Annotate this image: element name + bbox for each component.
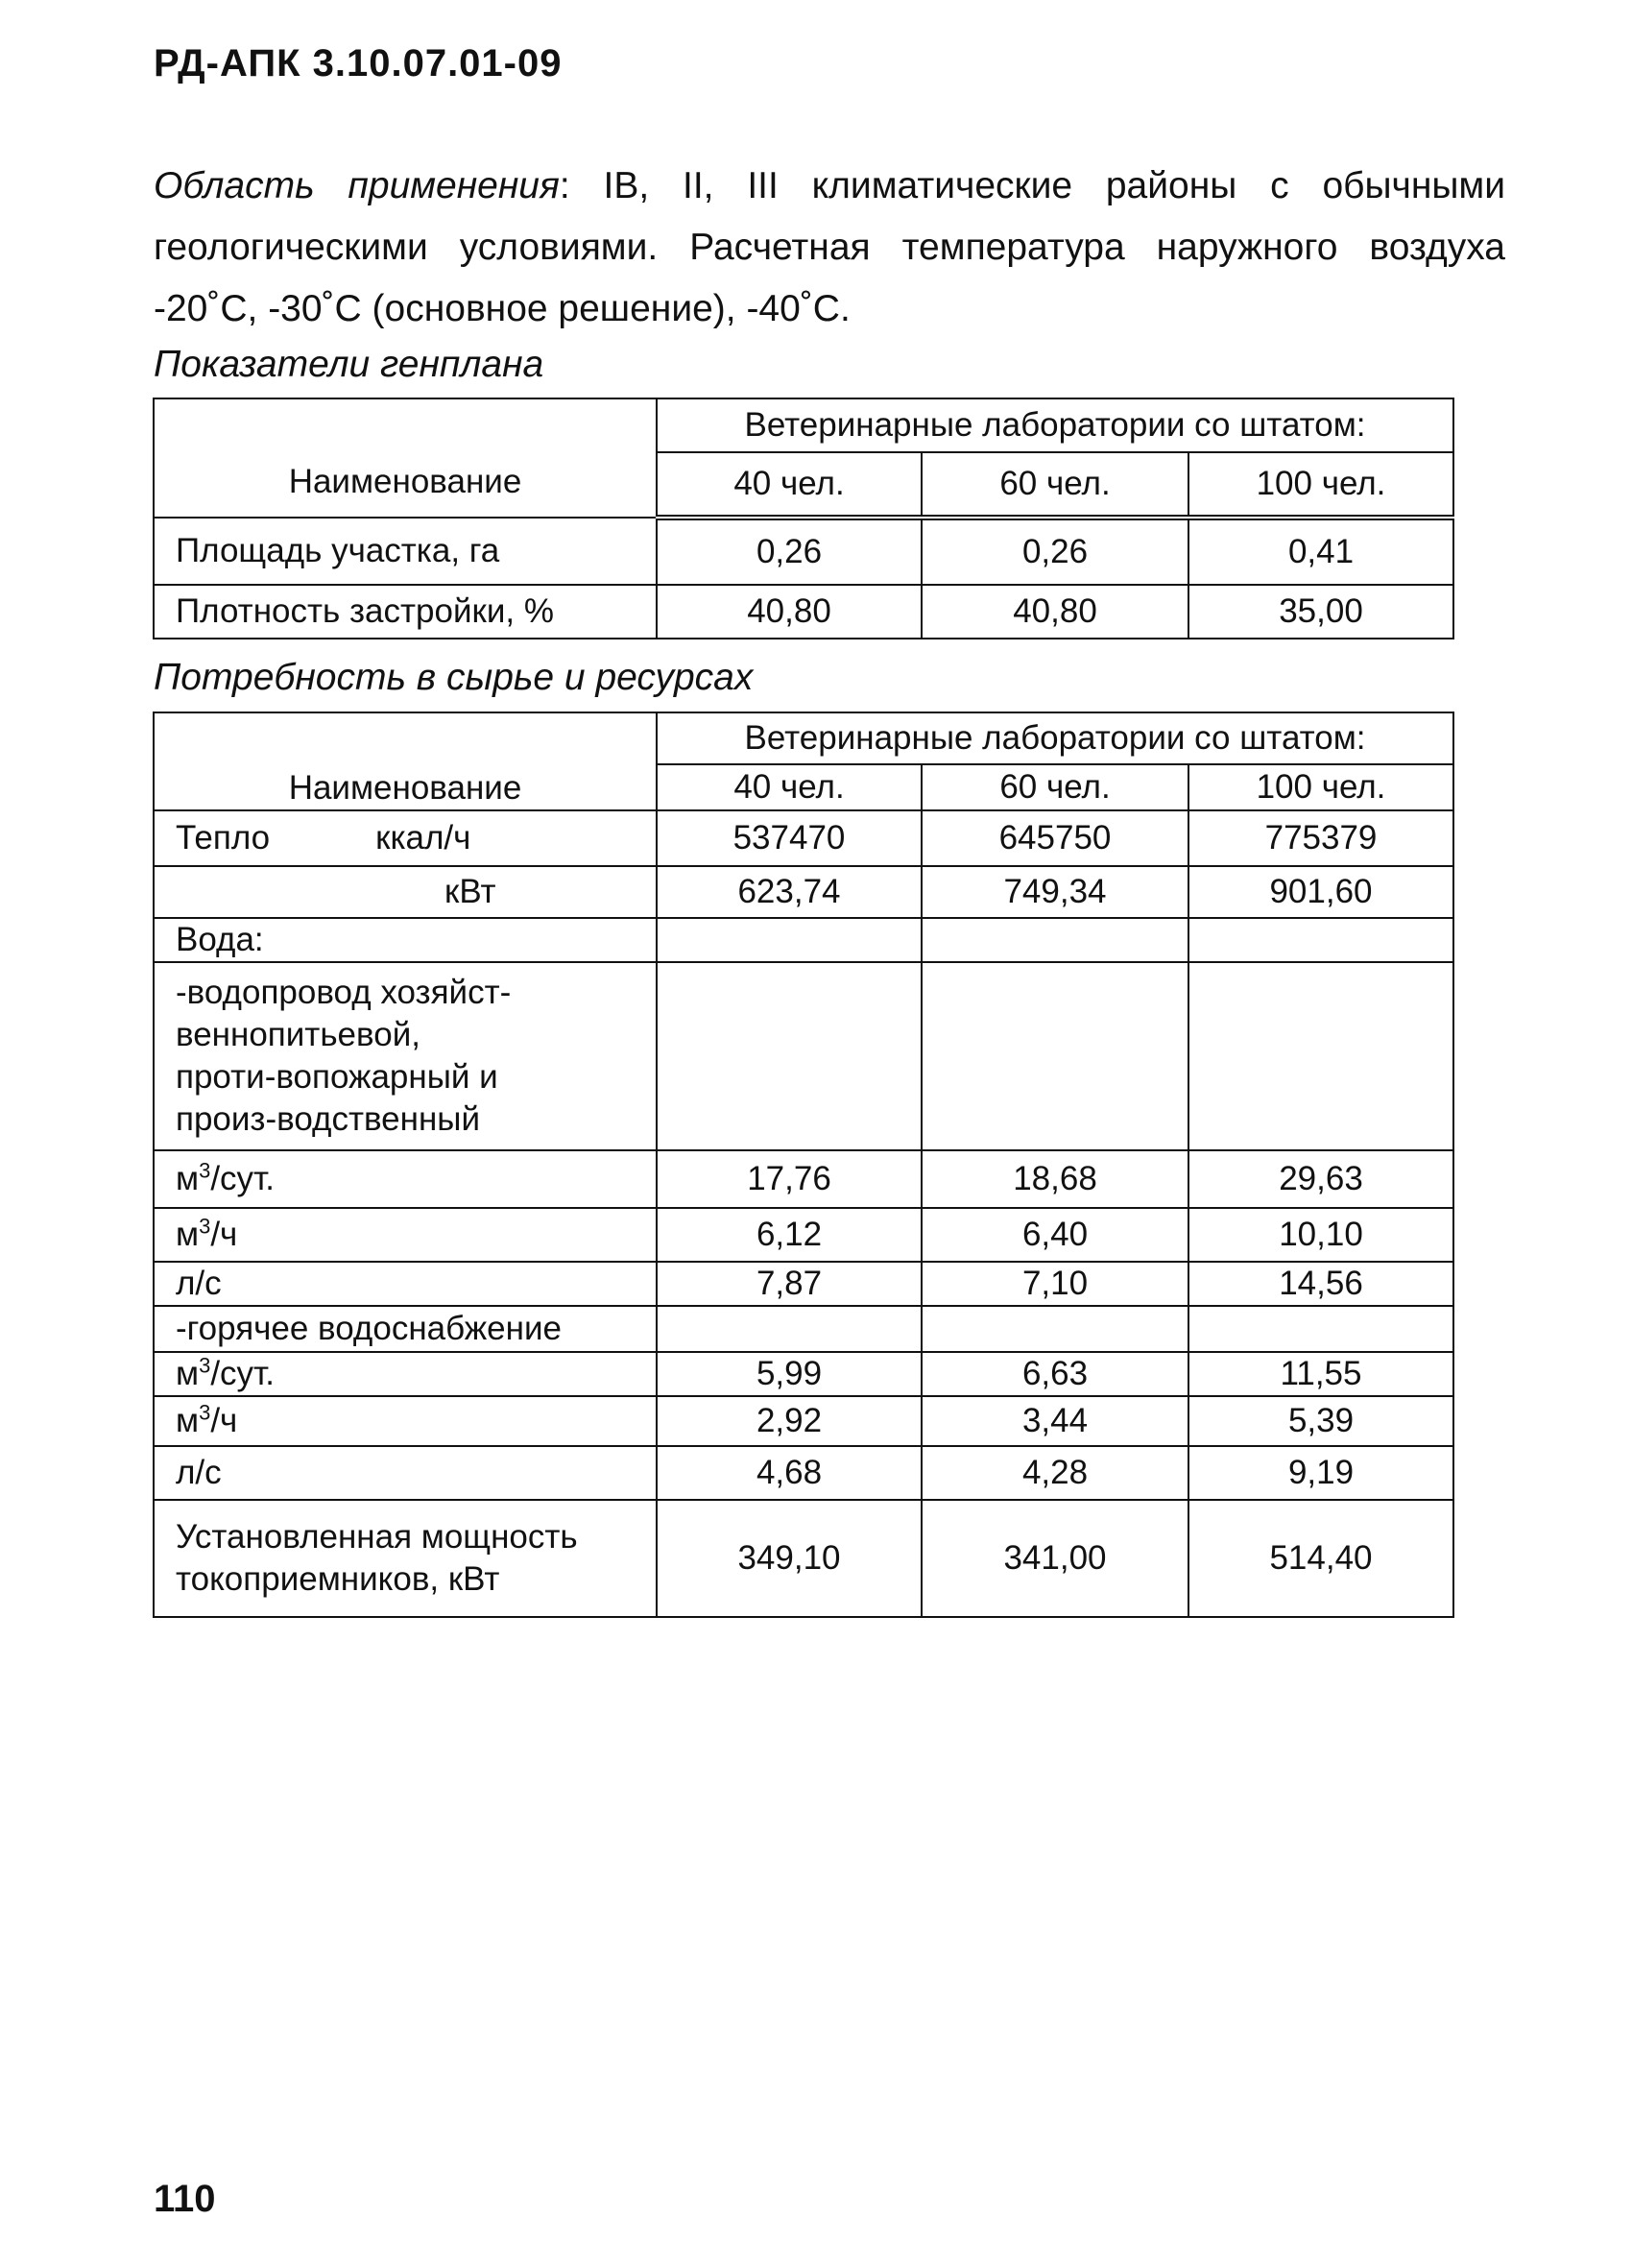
heat-unit-kcal: ккал/ч <box>375 819 471 857</box>
cell-value: 9,19 <box>1188 1446 1453 1500</box>
column-header: 40 чел. <box>657 452 922 518</box>
water-label: Вода: <box>154 918 657 962</box>
unit-base: м <box>176 1355 200 1392</box>
cell-value: 623,74 <box>657 866 922 918</box>
cell-value: 6,12 <box>657 1208 922 1262</box>
unit-sup: 3 <box>199 1214 211 1239</box>
cell-value: 35,00 <box>1188 585 1453 639</box>
group-header: Ветеринарные лаборатории со штатом: <box>657 398 1453 452</box>
unit-cell <box>154 1150 657 1208</box>
cell-value: 341,00 <box>922 1500 1188 1617</box>
cell-value: 4,68 <box>657 1446 922 1500</box>
cell-value: 749,34 <box>922 866 1188 918</box>
column-header: 60 чел. <box>922 452 1188 518</box>
row-name: Плотность застройки, % <box>154 585 657 639</box>
cell-value: 5,99 <box>657 1352 922 1396</box>
unit-cell <box>154 1262 657 1306</box>
cell-value: 0,26 <box>922 518 1188 585</box>
cell-value: 17,76 <box>657 1150 922 1208</box>
intro-paragraph <box>154 156 1505 340</box>
row-name: Площадь участка, га <box>154 518 657 585</box>
page-number: 110 <box>154 2178 216 2220</box>
cell-value: 4,28 <box>922 1446 1188 1500</box>
unit-base: м <box>176 1402 200 1439</box>
empty-cell <box>657 962 922 1150</box>
section1-caption: Показатели генплана <box>154 344 544 385</box>
cell-value: 775379 <box>1188 810 1453 866</box>
cell-value: 0,41 <box>1188 518 1453 585</box>
unit-rest: /ч <box>210 1216 238 1253</box>
cell-value: 349,10 <box>657 1500 922 1617</box>
empty-cell <box>922 1306 1188 1352</box>
column-header: 40 чел. <box>657 764 922 810</box>
cell-value: 6,40 <box>922 1208 1188 1262</box>
intro-lead-label: Область применения <box>154 165 560 206</box>
cell-value: 537470 <box>657 810 922 866</box>
heat-row-name <box>154 866 657 918</box>
column-header: 100 чел. <box>1188 764 1453 810</box>
name-header: Наименование <box>154 712 657 810</box>
site-plan-table <box>153 398 1454 639</box>
column-header: 100 чел. <box>1188 452 1453 518</box>
cell-value: 2,92 <box>657 1396 922 1446</box>
cell-value: 29,63 <box>1188 1150 1453 1208</box>
unit-base: л/с <box>176 1454 222 1491</box>
heat-unit-kw: кВт <box>444 873 496 910</box>
empty-cell <box>1188 962 1453 1150</box>
name-header: Наименование <box>154 398 657 518</box>
unit-sup: 3 <box>199 1353 211 1378</box>
cell-value: 3,44 <box>922 1396 1188 1446</box>
unit-base: л/с <box>176 1265 222 1302</box>
unit-base: м <box>176 1216 200 1253</box>
cell-value: 40,80 <box>922 585 1188 639</box>
cell-value: 6,63 <box>922 1352 1188 1396</box>
empty-cell <box>657 918 922 962</box>
resources-table <box>153 712 1454 1618</box>
unit-rest: /сут. <box>210 1160 275 1197</box>
intro-text: : IB, II, III климатические районы с обычными геологическими условиями. Расчетная температура наружного воздуха -20˚С, -30˚С (основное решение), -40˚С. <box>154 165 1505 329</box>
empty-cell <box>922 918 1188 962</box>
unit-sup: 3 <box>199 1400 211 1425</box>
empty-cell <box>922 962 1188 1150</box>
empty-cell <box>1188 1306 1453 1352</box>
cell-value: 514,40 <box>1188 1500 1453 1617</box>
cell-value: 645750 <box>922 810 1188 866</box>
cell-value: 11,55 <box>1188 1352 1453 1396</box>
unit-cell <box>154 1208 657 1262</box>
cell-value: 40,80 <box>657 585 922 639</box>
heat-row-name <box>154 810 657 866</box>
cell-value: 18,68 <box>922 1150 1188 1208</box>
cell-value: 7,87 <box>657 1262 922 1306</box>
cell-value: 14,56 <box>1188 1262 1453 1306</box>
section2-caption: Потребность в сырье и ресурсах <box>154 657 754 698</box>
group-header: Ветеринарные лаборатории со штатом: <box>657 712 1453 764</box>
water-supply-label: -водопровод хозяйст-веннопитьевой, проти-вопожарный и произ-водственный <box>154 962 657 1150</box>
unit-cell <box>154 1396 657 1446</box>
unit-rest: /ч <box>210 1402 238 1439</box>
unit-base: м <box>176 1160 200 1197</box>
cell-value: 10,10 <box>1188 1208 1453 1262</box>
unit-cell <box>154 1352 657 1396</box>
power-label: Установленная мощность токоприемников, кВт <box>154 1500 657 1617</box>
cell-value: 0,26 <box>657 518 922 585</box>
column-header: 60 чел. <box>922 764 1188 810</box>
unit-sup: 3 <box>199 1158 211 1183</box>
empty-cell <box>1188 918 1453 962</box>
unit-rest: /сут. <box>210 1355 275 1392</box>
unit-cell <box>154 1446 657 1500</box>
heat-label: Тепло <box>176 819 271 857</box>
cell-value: 5,39 <box>1188 1396 1453 1446</box>
document-code: РД-АПК 3.10.07.01-09 <box>154 42 563 84</box>
cell-value: 901,60 <box>1188 866 1453 918</box>
cell-value: 7,10 <box>922 1262 1188 1306</box>
empty-cell <box>657 1306 922 1352</box>
hot-water-label: -горячее водоснабжение <box>154 1306 657 1352</box>
